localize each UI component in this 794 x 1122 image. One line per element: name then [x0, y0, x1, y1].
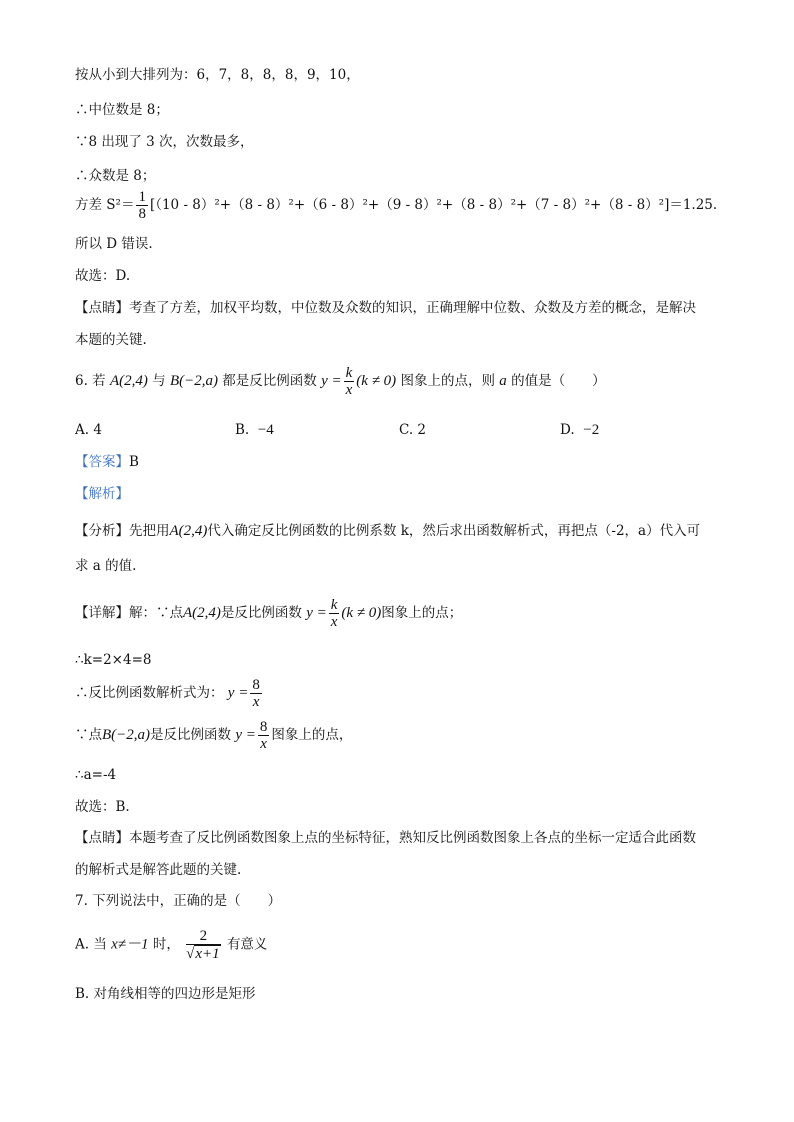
fraction: $\frac{k}{x}$: [345, 365, 353, 398]
text-line: 求 a 的值.: [75, 558, 137, 574]
text-line: ∴a=-4: [75, 767, 117, 783]
text-line: 所以 D 错误.: [75, 236, 153, 252]
option-b: B. −4: [235, 422, 274, 438]
b-point-line: ∵点B(−2,a)是反比例函数 y = $\frac{8}{x}$ 图象上的点，: [75, 719, 353, 752]
analysis-tag: 【解析】: [75, 486, 129, 502]
point-a: A(2,4): [109, 373, 148, 389]
text-line: ∴中位数是 8；: [75, 102, 169, 118]
answer-tag: 【答案】: [75, 454, 129, 470]
fraction: $\frac{k}{x}$: [330, 597, 338, 630]
fraction: $\frac{2}{√x+1}$: [186, 928, 220, 962]
text-line: 按从小到大排列为：6，7，8，8，8，9，10，: [75, 67, 360, 83]
answer-line: [75, 453, 139, 471]
fraction: $\frac{8}{x}$: [259, 719, 268, 752]
jiexi-line: ∴反比例函数解析式为： y = $\frac{8}{x}$: [75, 677, 260, 710]
xiangjie-line: 【详解】解：∵点A(2,4)是反比例函数 y = $\frac{k}{x}$ (k ≠ 0)图象上的点；: [75, 597, 463, 630]
option-c: C. 2: [399, 422, 427, 438]
question-6-stem: 6. 若 A(2,4) 与 B(−2,a) 都是反比例函数 y = $\frac{k}{x}$ (k ≠ 0) 图象上的点，则 a 的值是（ ）: [75, 365, 606, 398]
text-line: ∵8 出现了 3 次，次数最多，: [75, 134, 254, 150]
fraction: $\frac{8}{x}$: [252, 677, 260, 710]
fenxi-line: 【分析】先把用A(2,4)代入确定反比例函数的比例系数 k，然后求出函数解析式，再把点（-2，a）代入可: [75, 523, 701, 539]
variance-prefix: 方差 S²＝: [75, 197, 135, 213]
option-d: D. −2: [560, 422, 600, 438]
text-line: 故选：B.: [75, 799, 130, 815]
text-line: 【点睛】考查了方差，加权平均数，中位数及众数的知识，正确理解中位数、众数及方差的概念，是解决: [75, 300, 696, 316]
fraction: $\frac{1}{8}$: [138, 189, 146, 222]
point-b: B(−2,a): [169, 373, 218, 389]
q7-option-a: A. 当 x≠－1 时， $\frac{2}{√x+1}$ 有意义: [75, 928, 268, 962]
question-7-stem: 7. 下列说法中，正确的是（ ）: [75, 893, 282, 909]
text-line: ∴k=2×4=8: [75, 652, 152, 668]
text-line: 故选：D.: [75, 268, 131, 284]
text-line: 本题的关键.: [75, 332, 147, 348]
text-line: 【点睛】本题考查了反比例函数图象上点的坐标特征，熟知反比例函数图象上各点的坐标一定适合此函数: [75, 830, 696, 846]
q7-option-b: B. 对角线相等的四边形是矩形: [75, 986, 256, 1002]
variance-formula: [75, 189, 717, 222]
answer-value: B: [129, 454, 139, 470]
text-line: ∴众数是 8；: [75, 168, 156, 184]
option-a: A. 4: [75, 422, 102, 438]
variance-suffix: [（10 - 8）²+（8 - 8）²+（6 - 8）²+（9 - 8）²+（8 - 8）²+（7 - 8）²+（8 - 8）²]＝1.25.: [149, 197, 718, 213]
text-line: 的解析式是解答此题的关键.: [75, 862, 242, 878]
